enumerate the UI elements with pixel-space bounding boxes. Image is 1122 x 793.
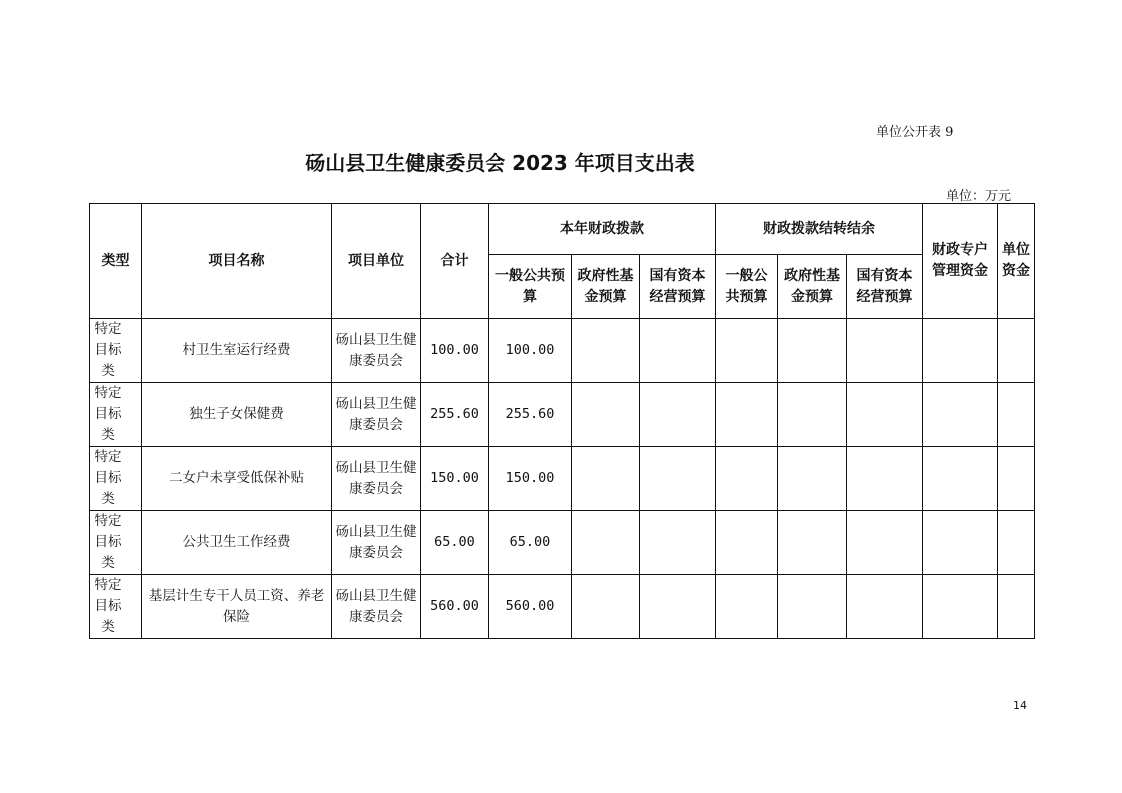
header-project-unit: 项目单位 <box>332 204 421 319</box>
cell-general-public-budget: 560.00 <box>489 575 572 639</box>
table-row <box>90 383 1035 447</box>
cell-carryover-general <box>716 447 778 511</box>
cell-carryover-general <box>716 575 778 639</box>
cell-project-unit: 砀山县卫生健康委员会 <box>332 319 421 383</box>
cell-type: 特定目标类 <box>90 319 142 383</box>
cell-type: 特定目标类 <box>90 575 142 639</box>
cell-project-unit: 砀山县卫生健康委员会 <box>332 447 421 511</box>
header-carryover-state-capital-budget: 国有资本经营预算 <box>847 255 923 319</box>
cell-state-capital-budget <box>640 319 716 383</box>
header-current-year-appropriation: 本年财政拨款 <box>489 204 716 255</box>
unit-label: 单位：万元 <box>946 189 1012 204</box>
cell-carryover-state-capital <box>847 575 923 639</box>
cell-project-name: 公共卫生工作经费 <box>142 511 332 575</box>
cell-carryover-fund <box>778 319 847 383</box>
cell-carryover-state-capital <box>847 511 923 575</box>
header-project-name: 项目名称 <box>142 204 332 319</box>
cell-type: 特定目标类 <box>90 447 142 511</box>
cell-type: 特定目标类 <box>90 511 142 575</box>
header-total: 合计 <box>421 204 489 319</box>
cell-government-fund-budget <box>572 447 640 511</box>
cell-general-public-budget: 255.60 <box>489 383 572 447</box>
cell-general-public-budget: 150.00 <box>489 447 572 511</box>
cell-state-capital-budget <box>640 383 716 447</box>
cell-special-account-fund <box>923 447 998 511</box>
cell-carryover-fund <box>778 447 847 511</box>
header-state-capital-budget: 国有资本经营预算 <box>640 255 716 319</box>
table-row <box>90 511 1035 575</box>
cell-total: 150.00 <box>421 447 489 511</box>
cell-state-capital-budget <box>640 511 716 575</box>
cell-carryover-general <box>716 319 778 383</box>
cell-carryover-fund <box>778 511 847 575</box>
cell-carryover-fund <box>778 575 847 639</box>
header-general-public-budget: 一般公共预算 <box>489 255 572 319</box>
cell-state-capital-budget <box>640 447 716 511</box>
cell-total: 100.00 <box>421 319 489 383</box>
cell-total: 560.00 <box>421 575 489 639</box>
cell-project-name: 基层计生专干人员工资、养老保险 <box>142 575 332 639</box>
cell-government-fund-budget <box>572 319 640 383</box>
table-row <box>90 575 1035 639</box>
cell-special-account-fund <box>923 575 998 639</box>
cell-carryover-general <box>716 511 778 575</box>
header-carryover-general-public-budget: 一般公共预算 <box>716 255 778 319</box>
table-row <box>90 319 1035 383</box>
cell-special-account-fund <box>923 383 998 447</box>
form-number: 单位公开表 9 <box>876 125 954 140</box>
cell-carryover-state-capital <box>847 383 923 447</box>
cell-government-fund-budget <box>572 575 640 639</box>
page-number: 14 <box>1013 699 1027 712</box>
cell-unit-fund <box>998 383 1035 447</box>
header-carryover-balance: 财政拨款结转结余 <box>716 204 923 255</box>
cell-government-fund-budget <box>572 511 640 575</box>
cell-unit-fund <box>998 447 1035 511</box>
cell-total: 65.00 <box>421 511 489 575</box>
cell-unit-fund <box>998 575 1035 639</box>
cell-state-capital-budget <box>640 575 716 639</box>
cell-total: 255.60 <box>421 383 489 447</box>
page-title: 砀山县卫生健康委员会 2023 年项目支出表 <box>305 151 695 175</box>
cell-type: 特定目标类 <box>90 383 142 447</box>
header-unit-fund: 单位资金 <box>998 204 1035 319</box>
cell-project-name: 独生子女保健费 <box>142 383 332 447</box>
cell-special-account-fund <box>923 511 998 575</box>
header-carryover-government-fund-budget: 政府性基金预算 <box>778 255 847 319</box>
cell-special-account-fund <box>923 319 998 383</box>
cell-carryover-fund <box>778 383 847 447</box>
cell-general-public-budget: 100.00 <box>489 319 572 383</box>
header-type: 类型 <box>90 204 142 319</box>
cell-carryover-state-capital <box>847 447 923 511</box>
header-government-fund-budget: 政府性基金预算 <box>572 255 640 319</box>
cell-project-name: 村卫生室运行经费 <box>142 319 332 383</box>
project-expenditure-table <box>89 203 1035 639</box>
header-special-account-fund: 财政专户管理资金 <box>923 204 998 319</box>
cell-project-unit: 砀山县卫生健康委员会 <box>332 511 421 575</box>
cell-project-unit: 砀山县卫生健康委员会 <box>332 383 421 447</box>
cell-carryover-state-capital <box>847 319 923 383</box>
cell-general-public-budget: 65.00 <box>489 511 572 575</box>
cell-government-fund-budget <box>572 383 640 447</box>
table-row <box>90 447 1035 511</box>
cell-unit-fund <box>998 511 1035 575</box>
cell-unit-fund <box>998 319 1035 383</box>
cell-project-unit: 砀山县卫生健康委员会 <box>332 575 421 639</box>
cell-project-name: 二女户未享受低保补贴 <box>142 447 332 511</box>
cell-carryover-general <box>716 383 778 447</box>
